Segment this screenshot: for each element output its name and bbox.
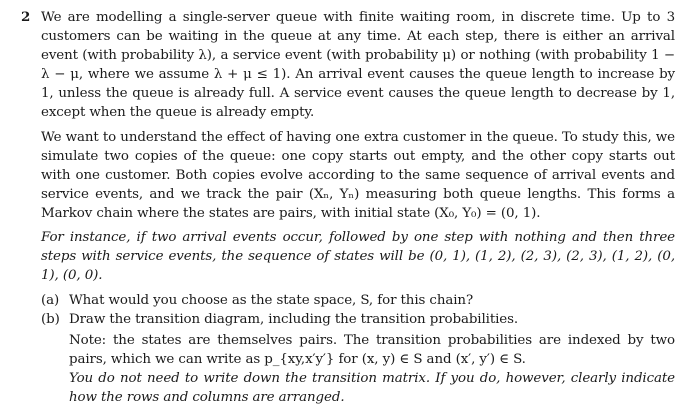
example-paragraph: For instance, if two arrival events occur, followed by one step with nothing and then three steps with service events, the sequence of states will be (0, 1), (1, 2), (2, 3), (2, 3), (1, 2), (0, 1), (0, 0). <box>41 230 675 284</box>
part-a <box>41 291 675 310</box>
subquestions <box>41 291 675 407</box>
problem-paragraph-1: We are modelling a single-server queue with finite waiting room, in discrete time. Up to 3 customers can be waiting in the queue at any time. At each step, there is either an arrival event (with probability λ), a service event (with probability μ) or nothing (with probability 1 − λ − μ, where we assume λ + μ ≤ 1). An arrival event causes the queue length to increase by 1, unless the queue is already full. A service event causes the queue length to decrease by 1, except when the queue is already empty. <box>41 10 675 121</box>
part-b <box>41 310 675 406</box>
problem-block <box>21 8 675 407</box>
part-a-text: What would you choose as the state space, S, for this chain? <box>69 293 474 309</box>
part-b-text: Draw the transition diagram, including the transition probabilities. <box>69 312 519 328</box>
part-b-instruction: You do not need to write down the transition matrix. If you do, however, clearly indicate how the rows and columns are arranged. <box>69 370 675 405</box>
part-a-label: (a) <box>41 293 60 309</box>
part-b-label: (b) <box>41 312 60 328</box>
question-number: 2 <box>21 9 31 25</box>
problem-paragraph-2: We want to understand the effect of having one extra customer in the queue. To study this, we simulate two copies of the queue: one copy starts out empty, and the other copy starts out with one customer. Both copies evolve according to the same sequence of arrival events and service events, and we track the pair (Xₙ, Yₙ) measuring both queue lengths. This forms a Markov chain where the states are pairs, with initial state (X₀, Y₀) = (0, 1). <box>41 129 675 221</box>
part-b-note: Note: the states are themselves pairs. The transition probabilities are indexed by two pairs, which we can write as p_{xy,x′y′} for (x, y) ∈ S and (x′, y′) ∈ S. <box>69 332 675 367</box>
